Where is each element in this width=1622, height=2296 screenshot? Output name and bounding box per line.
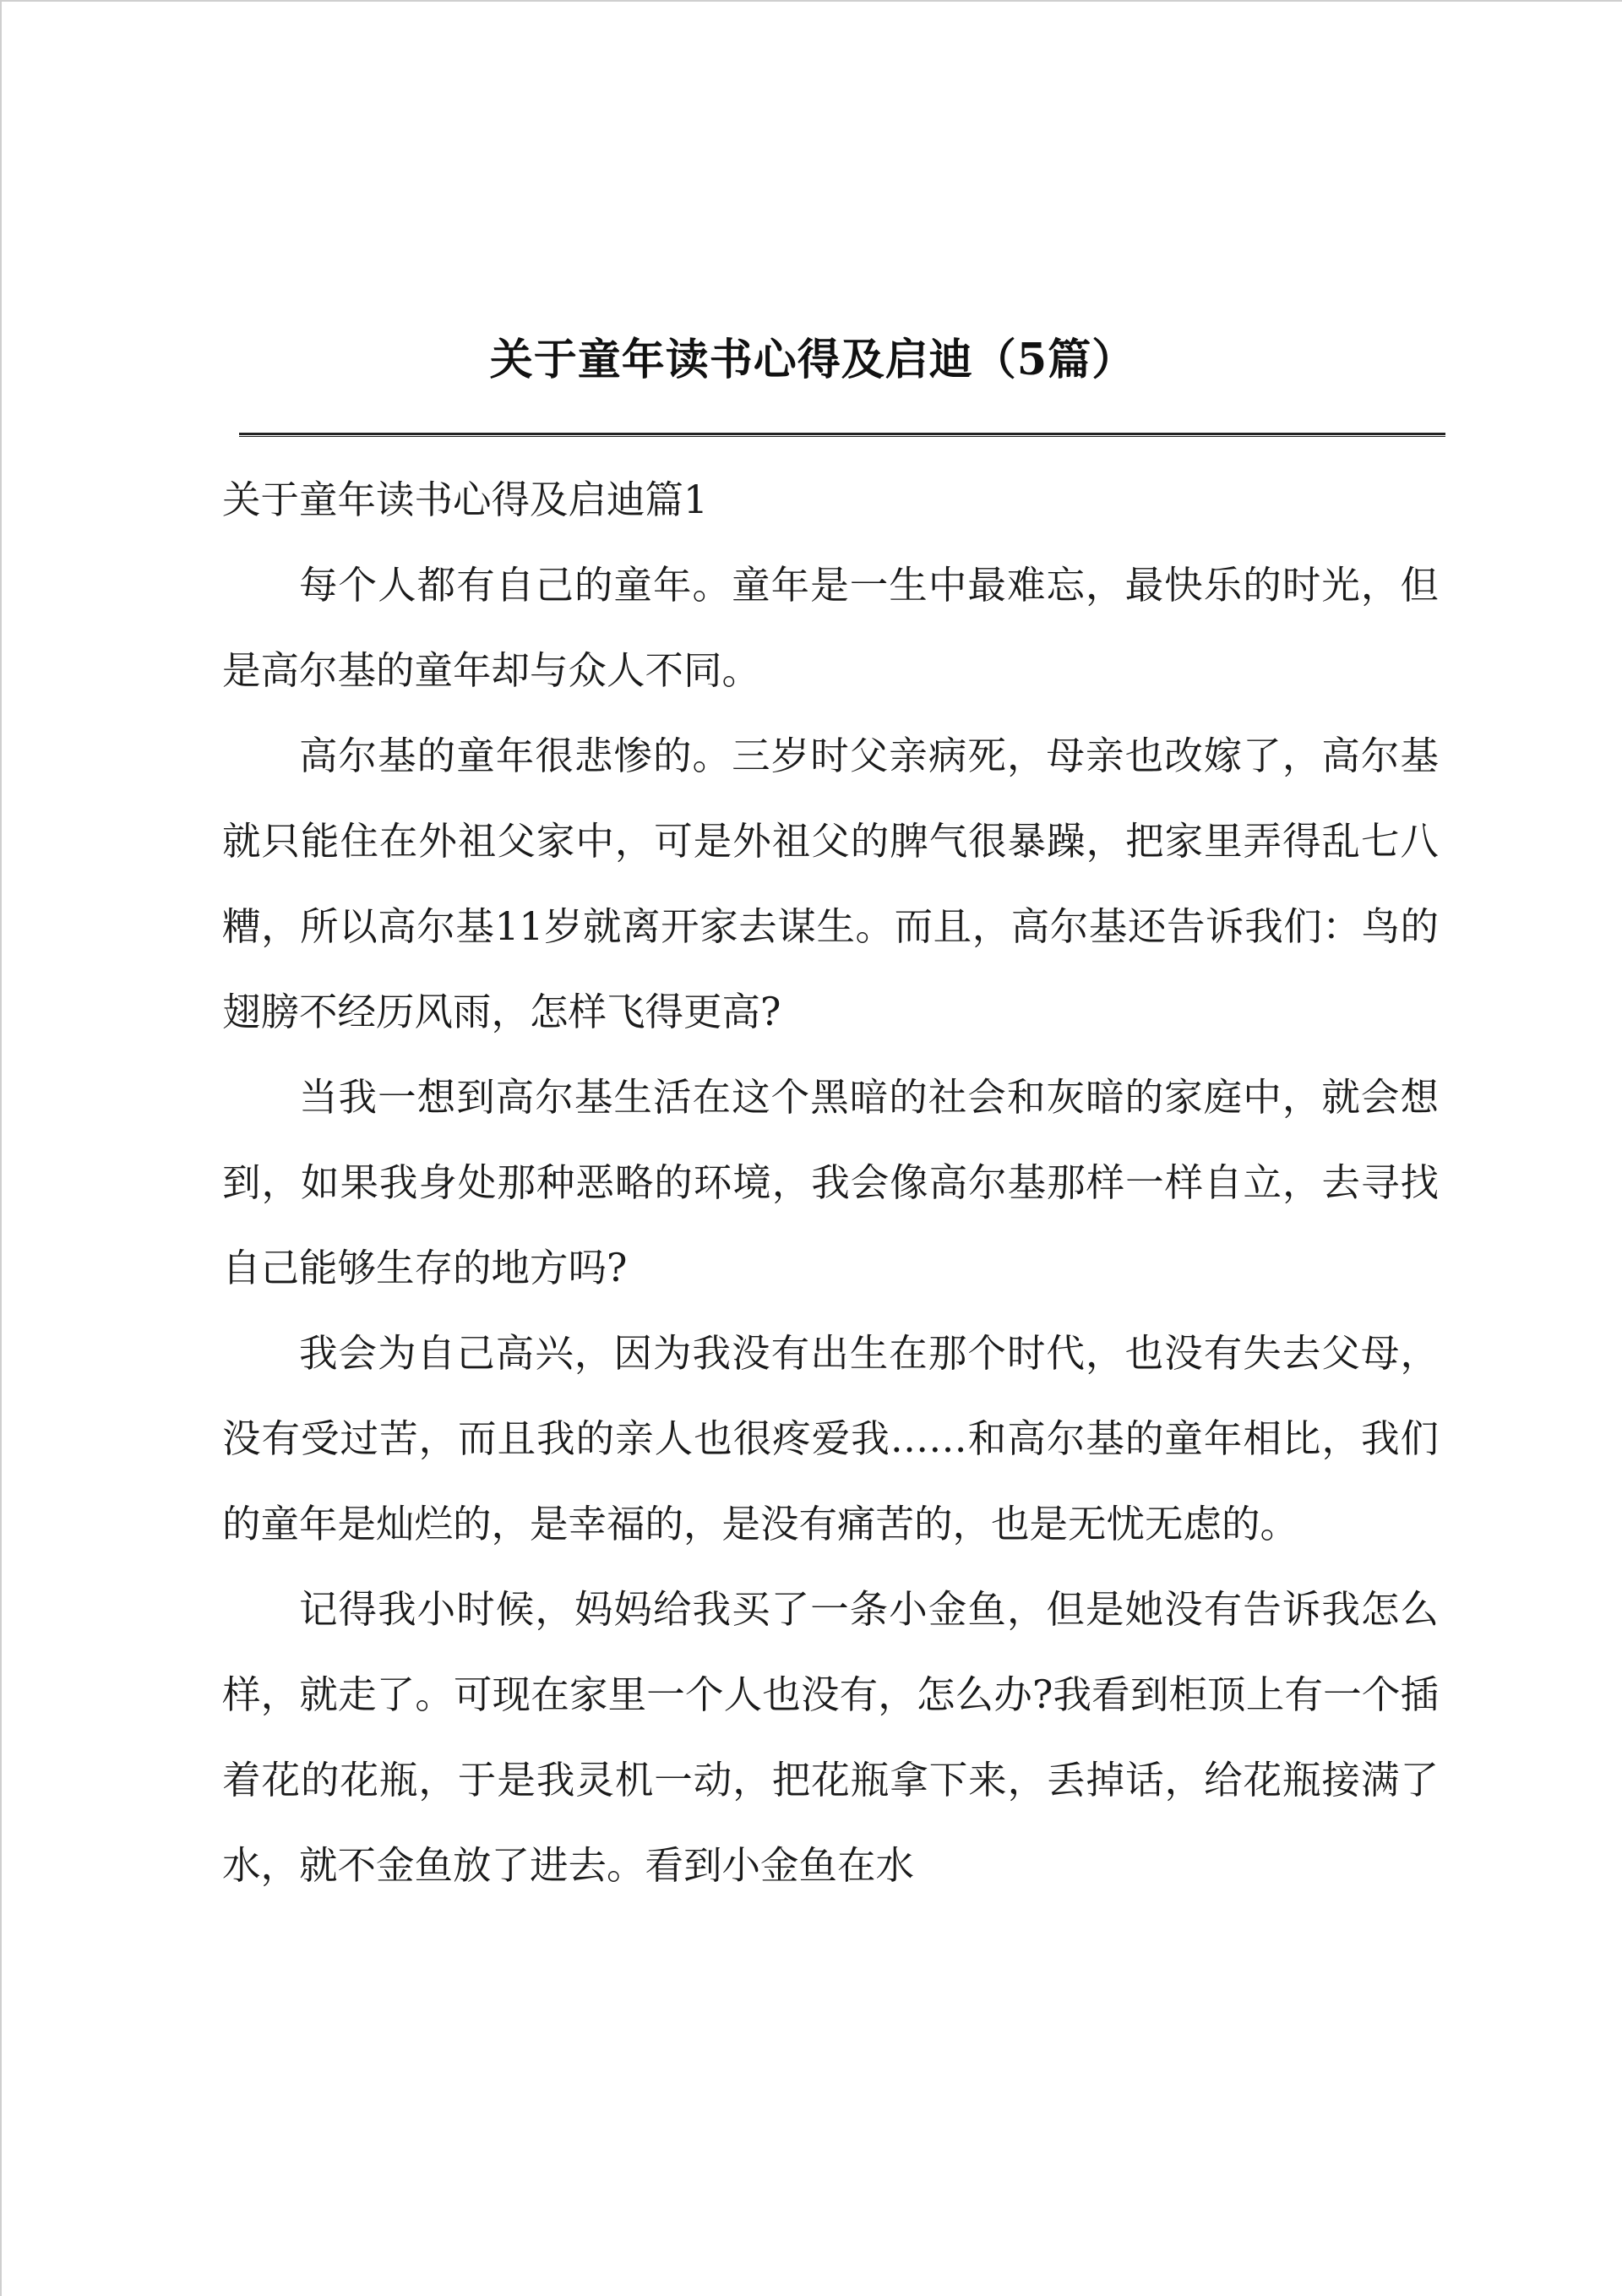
document-title: 关于童年读书心得及启迪（5篇）	[489, 335, 1136, 385]
paragraph-4: 我会为自己高兴，因为我没有出生在那个时代，也没有失去父母，没有受过苦，而且我的亲人也很疼爱我……和高尔基的童年相比，我们的童年是灿烂的，是幸福的，是没有痛苦的，也是无忧无虑的。	[222, 1331, 1439, 1546]
document-body	[222, 466, 1439, 1908]
paragraph-5: 记得我小时候，妈妈给我买了一条小金鱼，但是她没有告诉我怎么样，就走了。可现在家里一个人也没有，怎么办?我看到柜顶上有一个插着花的花瓶，于是我灵机一动，把花瓶拿下来，丢掉话，给花瓶接满了水，就不金鱼放了进去。看到小金鱼在水	[222, 1587, 1439, 1888]
section-heading: 关于童年读书心得及启迪篇1	[222, 477, 708, 522]
paragraph-1: 每个人都有自己的童年。童年是一生中最难忘，最快乐的时光，但是高尔基的童年却与众人不同。	[222, 563, 1439, 693]
paragraph-2: 高尔基的童年很悲惨的。三岁时父亲病死，母亲也改嫁了，高尔基就只能住在外祖父家中，可是外祖父的脾气很暴躁，把家里弄得乱七八糟，所以高尔基11岁就离开家去谋生。而且，高尔基还告诉我们：鸟的翅膀不经历风雨，怎样飞得更高?	[222, 734, 1439, 1034]
paragraph-3: 当我一想到高尔基生活在这个黑暗的社会和灰暗的家庭中，就会想到，如果我身处那种恶略的环境，我会像高尔基那样一样自立，去寻找自己能够生存的地方吗?	[222, 1075, 1439, 1290]
title-divider	[239, 433, 1445, 437]
